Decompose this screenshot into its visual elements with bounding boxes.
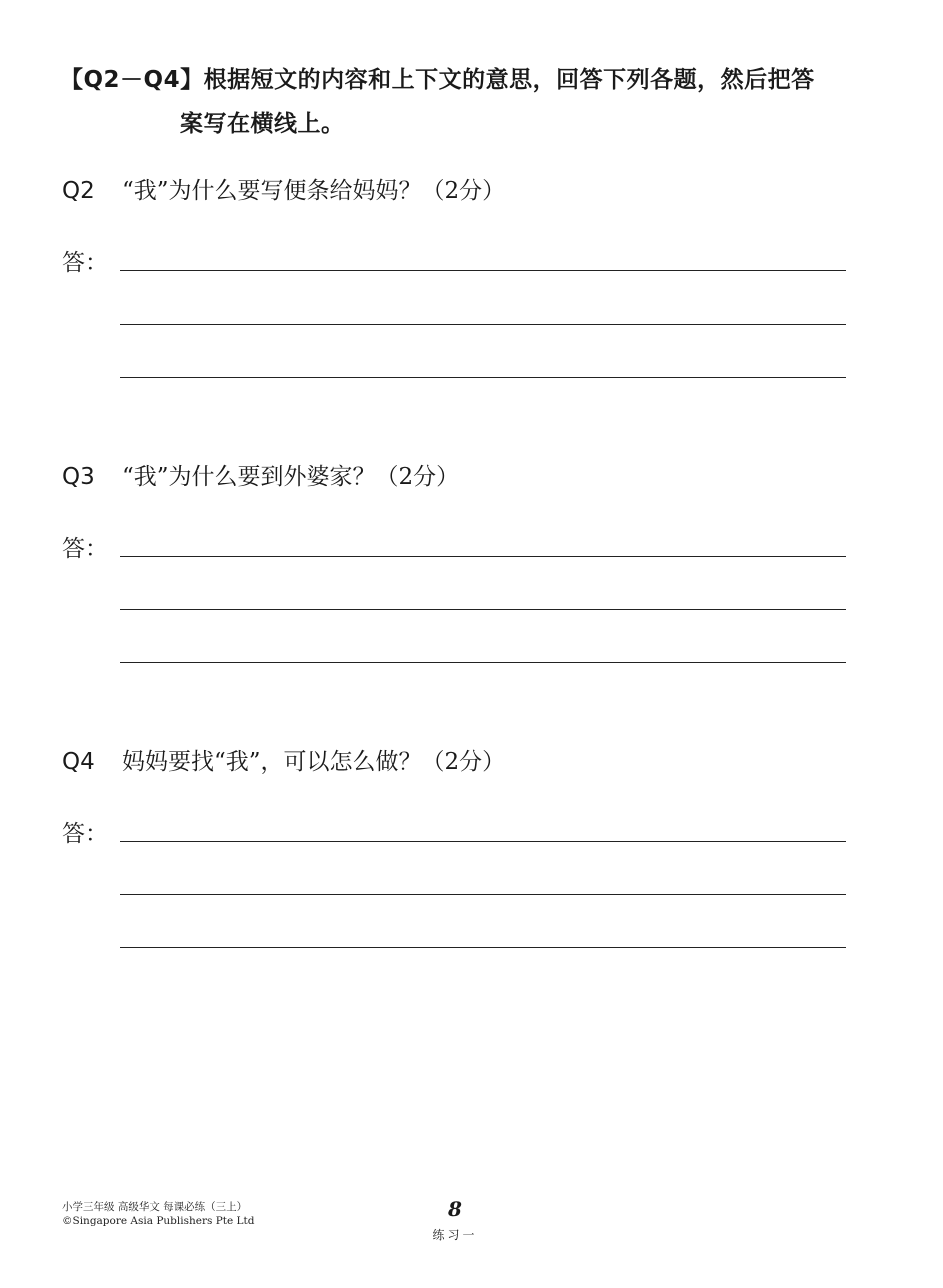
question-text: 妈妈要找“我”，可以怎么做？（2分）: [122, 749, 506, 775]
instruction-line-2: 案写在横线上。: [180, 111, 345, 137]
question-text: “我”为什么要到外婆家？（2分）: [122, 464, 460, 490]
answer-label: 答：: [62, 821, 108, 847]
answer-line-q4-3[interactable]: [120, 947, 846, 948]
answer-line-q2-1[interactable]: [120, 270, 846, 271]
exercise-label: 练习一: [432, 1228, 478, 1242]
answer-line-q3-2[interactable]: [120, 609, 846, 610]
answer-line-q3-3[interactable]: [120, 662, 846, 663]
answer-label: 答：: [62, 250, 108, 276]
copyright: ©Singapore Asia Publishers Pte Ltd: [62, 1215, 255, 1227]
page-number: 8: [448, 1197, 462, 1221]
answer-label: 答：: [62, 536, 108, 562]
answer-line-q3-1[interactable]: [120, 556, 846, 557]
question-q2: [62, 172, 505, 205]
instruction-line-1: 【Q2－Q4】根据短文的内容和上下文的意思，回答下列各题，然后把答: [60, 67, 815, 93]
question-number: Q3: [62, 464, 95, 490]
answer-line-q2-2[interactable]: [120, 324, 846, 325]
answer-line-q4-1[interactable]: [120, 841, 846, 842]
question-q3: [62, 458, 459, 491]
book-title: 小学三年级 高级华文 每课必练（三上）: [62, 1201, 248, 1213]
question-number: Q2: [62, 178, 95, 204]
question-q4: [62, 743, 505, 776]
question-text: “我”为什么要写便条给妈妈？（2分）: [122, 178, 506, 204]
answer-line-q4-2[interactable]: [120, 894, 846, 895]
instructions: [60, 58, 860, 146]
question-number: Q4: [62, 749, 95, 775]
answer-line-q2-3[interactable]: [120, 377, 846, 378]
